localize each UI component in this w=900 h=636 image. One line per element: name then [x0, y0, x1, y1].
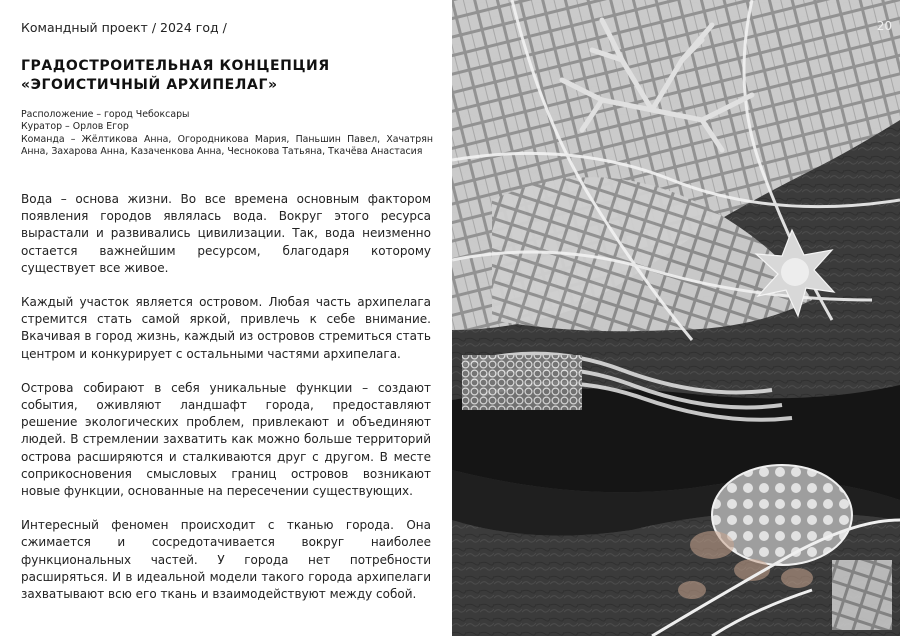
- paragraph: Каждый участок является островом. Любая часть архипелага стремится стать самой яркой, привлечь к себе внимание. Вкачивая в город жизнь, каждый из островов стремиться стать центром и конкурирует с остальными частями архипелага.: [21, 295, 431, 361]
- paragraph: Интересный феномен происходит с тканью города. Она сжимается и сосредотачивается вокруг наиболее функциональных частей. У города нет потребности расширяться. И в идеальной модели такого города архипелаги захватывают всю его ткань и взаимодействуют между собой.: [21, 518, 431, 602]
- paragraph: Острова собирают в себя уникальные функции – создают события, оживляют ландшафт города, предоставляют решение экологических проблем, привлекают и объединяют людей. В стремлении захватить как можно больше территорий острова расширяются и сталкиваются друг с другом. В месте соприкосновения смысловых границ островов возникают новые функции, основанные на пересечении существующих.: [21, 380, 431, 499]
- model-photo: [452, 0, 900, 636]
- body-text: [21, 191, 431, 620]
- team-line: Команда – Жёлтикова Анна, Огородникова Мария, Паньшин Павел, Хачатрян Анна, Захарова Анна, Казаченкова Анна, Чеснокова Татьяна, Ткачёва Анастасия: [21, 133, 433, 158]
- location-line: Расположение – город Чебоксары: [21, 109, 190, 120]
- page-title: [21, 57, 441, 95]
- project-credits: [21, 109, 433, 159]
- paragraph: Вода – основа жизни. Во все времена основным фактором появления городов являлась вода. Вокруг этого ресурса вырастали и развивались цивилизации. Так, вода неизменно остается важнейшим ресурсом, благодаря которому существует все живое.: [21, 192, 431, 275]
- page-number: 20: [876, 19, 892, 33]
- title-line-1: ГРАДОСТРОИТЕЛЬНАЯ КОНЦЕПЦИЯ: [21, 58, 330, 74]
- curator-line: Куратор – Орлов Егор: [21, 121, 129, 133]
- masterplan-model-image: [452, 0, 900, 636]
- title-line-2: «ЭГОИСТИЧНЫЙ АРХИПЕЛАГ»: [21, 77, 278, 93]
- project-header: Командный проект / 2024 год /: [21, 20, 227, 35]
